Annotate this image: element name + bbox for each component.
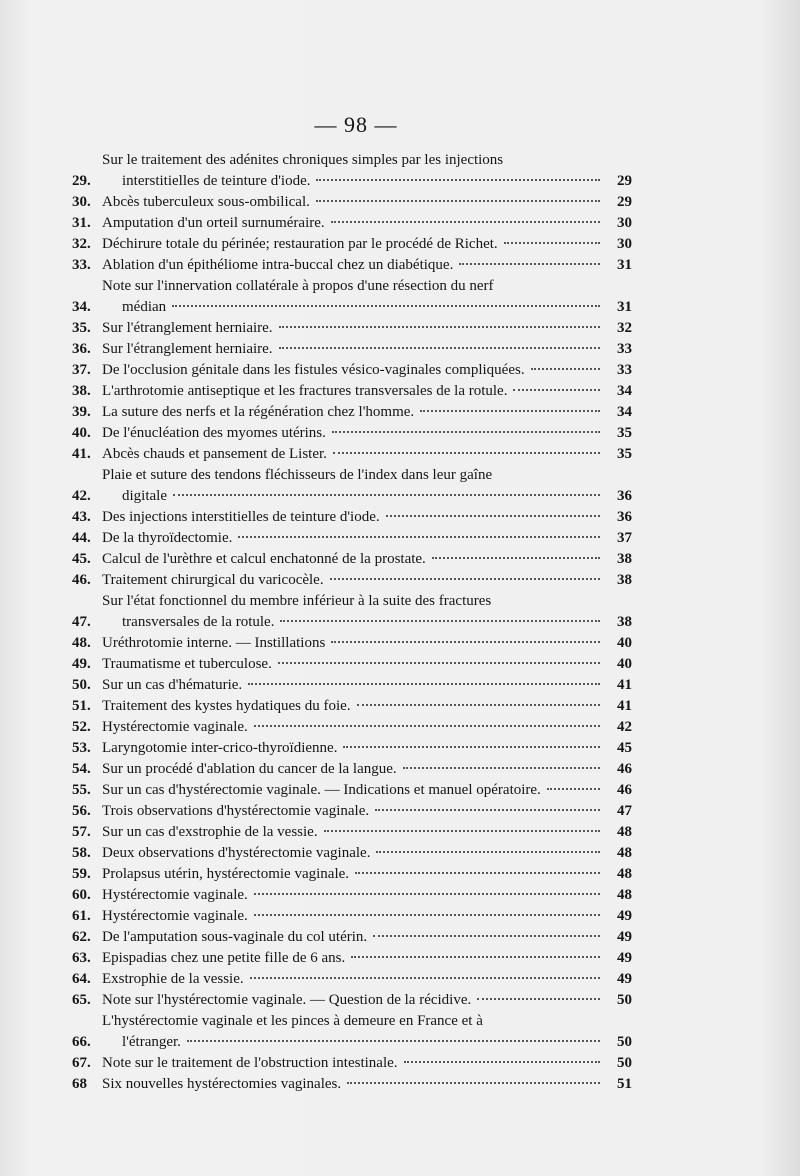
- dot-leader: [172, 305, 600, 307]
- toc-entry: [72, 360, 632, 381]
- entry-page: 40: [617, 635, 632, 651]
- entry-page: 38: [617, 551, 632, 567]
- entry-page: 34: [617, 404, 632, 420]
- dot-leader: [513, 389, 600, 391]
- toc-entry: [72, 276, 632, 318]
- entry-page: 35: [617, 425, 632, 441]
- entry-page: 46: [617, 782, 632, 798]
- entry-title: Hystérectomie vaginale.: [102, 719, 248, 735]
- entry-page: 41: [617, 677, 632, 693]
- toc-entry: [72, 885, 632, 906]
- dot-leader: [254, 893, 600, 895]
- entry-number: 41.: [72, 446, 91, 462]
- entry-title: De la thyroïdectomie.: [102, 530, 233, 546]
- entry-title-line: Plaie et suture des tendons fléchisseurs de l'index dans leur gaîne: [102, 467, 493, 483]
- entry-title: Trois observations d'hystérectomie vaginale.: [102, 803, 370, 819]
- entry-page: 36: [617, 488, 632, 504]
- dot-leader: [248, 683, 600, 685]
- entry-page: 49: [617, 971, 632, 987]
- entry-title: Traitement chirurgical du varicocèle.: [102, 572, 324, 588]
- entry-page: 50: [617, 1055, 632, 1071]
- toc-entry: [72, 696, 632, 717]
- entry-title: digitale: [122, 488, 167, 504]
- toc-entry: [72, 633, 632, 654]
- entry-number: 43.: [72, 509, 91, 525]
- entry-number: 33.: [72, 257, 91, 273]
- dot-leader: [477, 998, 600, 1000]
- dot-leader: [373, 935, 600, 937]
- dot-leader: [343, 746, 600, 748]
- dot-leader: [459, 263, 600, 265]
- toc-entry: [72, 255, 632, 276]
- entry-title: De l'occlusion génitale dans les fistules vésico-vaginales compliquées.: [102, 362, 525, 378]
- dot-leader: [316, 179, 600, 181]
- entry-title: L'arthrotomie antiseptique et les fractures transversales de la rotule.: [102, 383, 508, 399]
- entry-title: Note sur l'hystérectomie vaginale. — Question de la récidive.: [102, 992, 472, 1008]
- entry-number: 64.: [72, 971, 91, 987]
- entry-number: 40.: [72, 425, 91, 441]
- dot-leader: [330, 578, 600, 580]
- entry-page: 37: [617, 530, 632, 546]
- dot-leader: [420, 410, 600, 412]
- entry-page: 33: [617, 341, 632, 357]
- entry-title: Sur l'étranglement herniaire.: [102, 320, 273, 336]
- dot-leader: [324, 830, 600, 832]
- toc-entry: [72, 402, 632, 423]
- dot-leader: [316, 200, 600, 202]
- toc-entry: [72, 507, 632, 528]
- dot-leader: [331, 221, 600, 223]
- entry-number: 55.: [72, 782, 91, 798]
- entry-number: 42.: [72, 488, 91, 504]
- entry-page: 41: [617, 698, 632, 714]
- toc-entry: [72, 318, 632, 339]
- dot-leader: [355, 872, 600, 874]
- entry-number: 53.: [72, 740, 91, 756]
- entry-title: Six nouvelles hystérectomies vaginales.: [102, 1076, 342, 1092]
- entry-page: 35: [617, 446, 632, 462]
- entry-title: Sur un cas d'hystérectomie vaginale. — Indications et manuel opératoire.: [102, 782, 541, 798]
- entry-title: Des injections interstitielles de teinture d'iode.: [102, 509, 380, 525]
- dot-leader: [279, 347, 600, 349]
- toc-entry: [72, 738, 632, 759]
- toc-entry: [72, 759, 632, 780]
- entry-number: 59.: [72, 866, 91, 882]
- entry-page: 34: [617, 383, 632, 399]
- dot-leader: [432, 557, 600, 559]
- entry-number: 38.: [72, 383, 91, 399]
- entry-page: 36: [617, 509, 632, 525]
- dot-leader: [278, 662, 600, 664]
- entry-page: 49: [617, 908, 632, 924]
- entry-title: Epispadias chez une petite fille de 6 ans.: [102, 950, 346, 966]
- toc-entry: [72, 1074, 632, 1095]
- toc-entry: [72, 549, 632, 570]
- toc-entry: [72, 444, 632, 465]
- dot-leader: [280, 620, 600, 622]
- entry-number: 49.: [72, 656, 91, 672]
- entry-title: De l'énucléation des myomes utérins.: [102, 425, 326, 441]
- toc-entry: [72, 591, 632, 633]
- entry-number: 52.: [72, 719, 91, 735]
- entry-page: 51: [617, 1076, 632, 1092]
- toc-entry: [72, 927, 632, 948]
- entry-number: 32.: [72, 236, 91, 252]
- entry-title: De l'amputation sous-vaginale du col utérin.: [102, 929, 368, 945]
- entry-number: 61.: [72, 908, 91, 924]
- entry-number: 31.: [72, 215, 91, 231]
- entry-title: Hystérectomie vaginale.: [102, 908, 248, 924]
- entry-title: Ablation d'un épithéliome intra-buccal chez un diabétique.: [102, 257, 454, 273]
- dot-leader: [347, 1082, 600, 1084]
- toc-entry: [72, 381, 632, 402]
- entry-title: Calcul de l'urèthre et calcul enchatonné de la prostate.: [102, 551, 426, 567]
- entry-page: 31: [617, 257, 632, 273]
- entry-title: La suture des nerfs et la régénération chez l'homme.: [102, 404, 415, 420]
- entry-page: 30: [617, 236, 632, 252]
- entry-number: 34.: [72, 299, 91, 315]
- entry-page: 47: [617, 803, 632, 819]
- entry-number: 39.: [72, 404, 91, 420]
- dot-leader: [332, 431, 600, 433]
- entry-title-line: L'hystérectomie vaginale et les pinces à demeure en France et à: [102, 1013, 483, 1029]
- toc-entry: [72, 465, 632, 507]
- entry-number: 45.: [72, 551, 91, 567]
- entry-title: interstitielles de teinture d'iode.: [122, 173, 311, 189]
- entry-number: 37.: [72, 362, 91, 378]
- dot-leader: [238, 536, 600, 538]
- toc-entry: [72, 801, 632, 822]
- entry-title: Abcès chauds et pansement de Lister.: [102, 446, 327, 462]
- dot-leader: [250, 977, 600, 979]
- dot-leader: [351, 956, 600, 958]
- entry-title: médian: [122, 299, 167, 315]
- entry-number: 50.: [72, 677, 91, 693]
- entry-page: 29: [617, 194, 632, 210]
- entry-title: Sur l'étranglement herniaire.: [102, 341, 273, 357]
- entry-title: Sur un procédé d'ablation du cancer de la langue.: [102, 761, 397, 777]
- entry-title: Laryngotomie inter-crico-thyroïdienne.: [102, 740, 338, 756]
- dot-leader: [187, 1040, 600, 1042]
- toc-entry: [72, 906, 632, 927]
- toc-entry: [72, 213, 632, 234]
- entry-number: 63.: [72, 950, 91, 966]
- entry-page: 46: [617, 761, 632, 777]
- entry-number: 48.: [72, 635, 91, 651]
- page-number: — 98 —: [314, 112, 398, 137]
- toc-entry: [72, 822, 632, 843]
- toc-entry: [72, 654, 632, 675]
- dot-leader: [333, 452, 600, 454]
- entry-number: 66.: [72, 1034, 91, 1050]
- entry-page: 50: [617, 1034, 632, 1050]
- entry-page: 38: [617, 572, 632, 588]
- toc-entry: [72, 150, 632, 192]
- entry-number: 36.: [72, 341, 91, 357]
- entry-number: 58.: [72, 845, 91, 861]
- entry-page: 30: [617, 215, 632, 231]
- entry-title: Traitement des kystes hydatiques du foie.: [102, 698, 351, 714]
- dot-leader: [403, 767, 600, 769]
- entry-number: 35.: [72, 320, 91, 336]
- entry-title-line: Sur le traitement des adénites chroniques simples par les injections: [102, 152, 504, 168]
- toc-entry: [72, 528, 632, 549]
- entry-page: 49: [617, 929, 632, 945]
- toc-entry: [72, 990, 632, 1011]
- entry-title: Sur un cas d'exstrophie de la vessie.: [102, 824, 318, 840]
- entry-page: 45: [617, 740, 632, 756]
- entry-title: Exstrophie de la vessie.: [102, 971, 244, 987]
- dot-leader: [254, 914, 600, 916]
- dot-leader: [531, 368, 600, 370]
- entry-title: Sur un cas d'hématurie.: [102, 677, 243, 693]
- dot-leader: [376, 851, 600, 853]
- dot-leader: [404, 1061, 600, 1063]
- entry-page: 48: [617, 866, 632, 882]
- dot-leader: [547, 788, 600, 790]
- toc-entry: [72, 1053, 632, 1074]
- entry-title: Traumatisme et tuberculose.: [102, 656, 272, 672]
- table-of-contents: [72, 150, 632, 1095]
- entry-title: Abcès tuberculeux sous-ombilical.: [102, 194, 310, 210]
- entry-number: 60.: [72, 887, 91, 903]
- entry-page: 29: [617, 173, 632, 189]
- entry-number: 65.: [72, 992, 91, 1008]
- entry-title: transversales de la rotule.: [122, 614, 275, 630]
- entry-title-line: Sur l'état fonctionnel du membre inférieur à la suite des fractures: [102, 593, 492, 609]
- entry-page: 50: [617, 992, 632, 1008]
- entry-number: 56.: [72, 803, 91, 819]
- entry-number: 62.: [72, 929, 91, 945]
- dot-leader: [357, 704, 600, 706]
- toc-entry: [72, 969, 632, 990]
- entry-title: Déchirure totale du périnée; restauration par le procédé de Richet.: [102, 236, 498, 252]
- entry-page: 48: [617, 887, 632, 903]
- entry-page: 48: [617, 845, 632, 861]
- entry-page: 49: [617, 950, 632, 966]
- entry-number: 68: [72, 1076, 87, 1092]
- entry-number: 30.: [72, 194, 91, 210]
- dot-leader: [386, 515, 600, 517]
- entry-number: 54.: [72, 761, 91, 777]
- entry-page: 31: [617, 299, 632, 315]
- entry-page: 42: [617, 719, 632, 735]
- entry-number: 44.: [72, 530, 91, 546]
- toc-entry: [72, 192, 632, 213]
- toc-entry: [72, 780, 632, 801]
- entry-page: 32: [617, 320, 632, 336]
- toc-entry: [72, 675, 632, 696]
- entry-title: Note sur le traitement de l'obstruction intestinale.: [102, 1055, 398, 1071]
- dot-leader: [375, 809, 600, 811]
- toc-entry: [72, 948, 632, 969]
- toc-entry: [72, 717, 632, 738]
- toc-entry: [72, 570, 632, 591]
- entry-number: 51.: [72, 698, 91, 714]
- toc-entry: [72, 339, 632, 360]
- dot-leader: [254, 725, 600, 727]
- dot-leader: [173, 494, 600, 496]
- entry-title: l'étranger.: [122, 1034, 181, 1050]
- toc-entry: [72, 843, 632, 864]
- dot-leader: [331, 641, 600, 643]
- toc-entry: [72, 1011, 632, 1053]
- entry-number: 46.: [72, 572, 91, 588]
- entry-title: Uréthrotomie interne. — Instillations: [102, 635, 326, 651]
- entry-title: Amputation d'un orteil surnuméraire.: [102, 215, 325, 231]
- toc-entry: [72, 234, 632, 255]
- entry-number: 29.: [72, 173, 91, 189]
- entry-page: 38: [617, 614, 632, 630]
- entry-number: 67.: [72, 1055, 91, 1071]
- entry-title: Hystérectomie vaginale.: [102, 887, 248, 903]
- entry-number: 47.: [72, 614, 91, 630]
- dot-leader: [504, 242, 600, 244]
- entry-title-line: Note sur l'innervation collatérale à propos d'une résection du nerf: [102, 278, 494, 294]
- dot-leader: [279, 326, 600, 328]
- entry-title: Deux observations d'hystérectomie vaginale.: [102, 845, 371, 861]
- entry-page: 48: [617, 824, 632, 840]
- entry-page: 40: [617, 656, 632, 672]
- entry-number: 57.: [72, 824, 91, 840]
- toc-entry: [72, 423, 632, 444]
- entry-page: 33: [617, 362, 632, 378]
- toc-entry: [72, 864, 632, 885]
- entry-title: Prolapsus utérin, hystérectomie vaginale.: [102, 866, 350, 882]
